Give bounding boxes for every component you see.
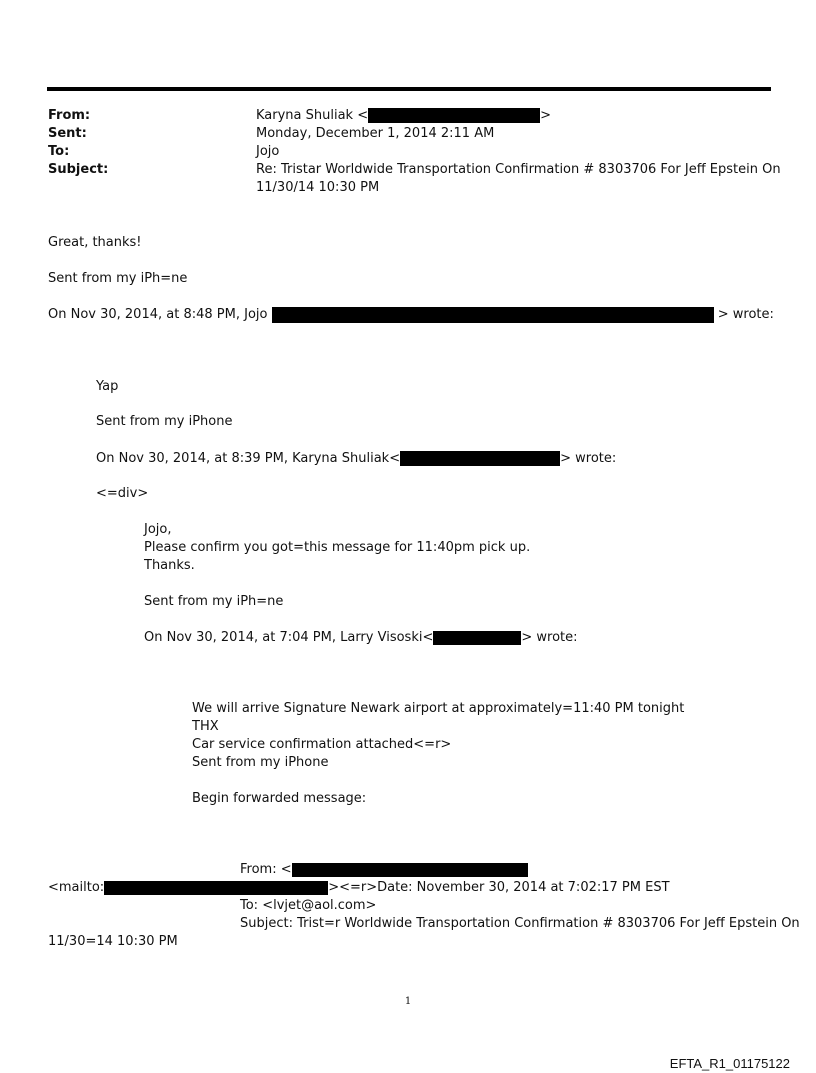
- body-line: Sent from my iPhone: [192, 755, 329, 770]
- forward-from-label: From:: [240, 862, 277, 877]
- attribution-text: On Nov 30, 2014, at 7:04 PM, Larry Visoski: [144, 630, 423, 645]
- subject-label: Subject:: [48, 162, 109, 177]
- body-line: Great, thanks!: [48, 235, 142, 250]
- body-line: We will arrive Signature Newark airport at approximately=11:40 PM tonight: [192, 701, 685, 716]
- forward-from: From: <: [240, 861, 528, 879]
- page-number: 1: [404, 996, 412, 1007]
- body-line: Sent from my iPh=ne: [144, 594, 284, 609]
- subject-line-1: Re: Tristar Worldwide Transportation Confirmation # 8303706 For Jeff Epstein On: [256, 162, 781, 177]
- body-line: <=div>: [96, 486, 149, 501]
- attribution-text: On Nov 30, 2014, at 8:48 PM, Jojo: [48, 307, 268, 322]
- body-line: Jojo,: [144, 522, 172, 537]
- redaction: [272, 307, 714, 323]
- attribution-end: > wrote:: [717, 307, 774, 322]
- body-line: Thanks.: [144, 558, 195, 573]
- forward-mailto: [48, 879, 670, 897]
- forward-date: ><=r>Date: November 30, 2014 at 7:02:17 PM EST: [328, 880, 670, 895]
- body-line: Sent from my iPh=ne: [48, 271, 188, 286]
- bates-number: EFTA_R1_01175122: [669, 1056, 790, 1071]
- redaction: [433, 631, 521, 645]
- quote-attribution: [48, 306, 774, 324]
- body-line: Sent from my iPhone: [96, 414, 233, 429]
- body-line: Please confirm you got=this message for 11:40pm pick up.: [144, 540, 531, 555]
- forward-to: To: <lvjet@aol.com>: [240, 898, 377, 913]
- body-line: Begin forwarded message:: [192, 791, 367, 806]
- to-label: To:: [48, 144, 70, 159]
- subject-line-2: 11/30/14 10:30 PM: [256, 180, 380, 195]
- from-name: Karyna Shuliak: [256, 108, 354, 123]
- forward-subject-cont: 11/30=14 10:30 PM: [48, 934, 178, 949]
- redaction: [104, 881, 328, 895]
- from-label: From:: [48, 108, 91, 123]
- body-line: THX: [192, 719, 219, 734]
- sent-label: Sent:: [48, 126, 87, 141]
- attribution-text: On Nov 30, 2014, at 8:39 PM, Karyna Shuliak: [96, 451, 390, 466]
- body-line: Car service confirmation attached<=r>: [192, 737, 452, 752]
- attribution-end: > wrote:: [560, 451, 617, 466]
- quote-attribution: On Nov 30, 2014, at 8:39 PM, Karyna Shuliak< > wrote:: [96, 451, 617, 466]
- body-line: Yap: [96, 379, 119, 394]
- from-value: Karyna Shuliak < >: [256, 108, 552, 123]
- redaction: [400, 451, 560, 466]
- sent-value: Monday, December 1, 2014 2:11 AM: [256, 126, 495, 141]
- mailto-label: <mailto:: [48, 880, 105, 895]
- redaction: [368, 108, 540, 123]
- attribution-end: > wrote:: [521, 630, 578, 645]
- to-value: Jojo: [256, 144, 280, 159]
- redaction: [292, 863, 528, 877]
- header-rule: [47, 87, 771, 91]
- forward-subject: Subject: Trist=r Worldwide Transportation Confirmation # 8303706 For Jeff Epstein On: [240, 916, 800, 931]
- quote-attribution: On Nov 30, 2014, at 7:04 PM, Larry Visoski< > wrote:: [144, 630, 578, 645]
